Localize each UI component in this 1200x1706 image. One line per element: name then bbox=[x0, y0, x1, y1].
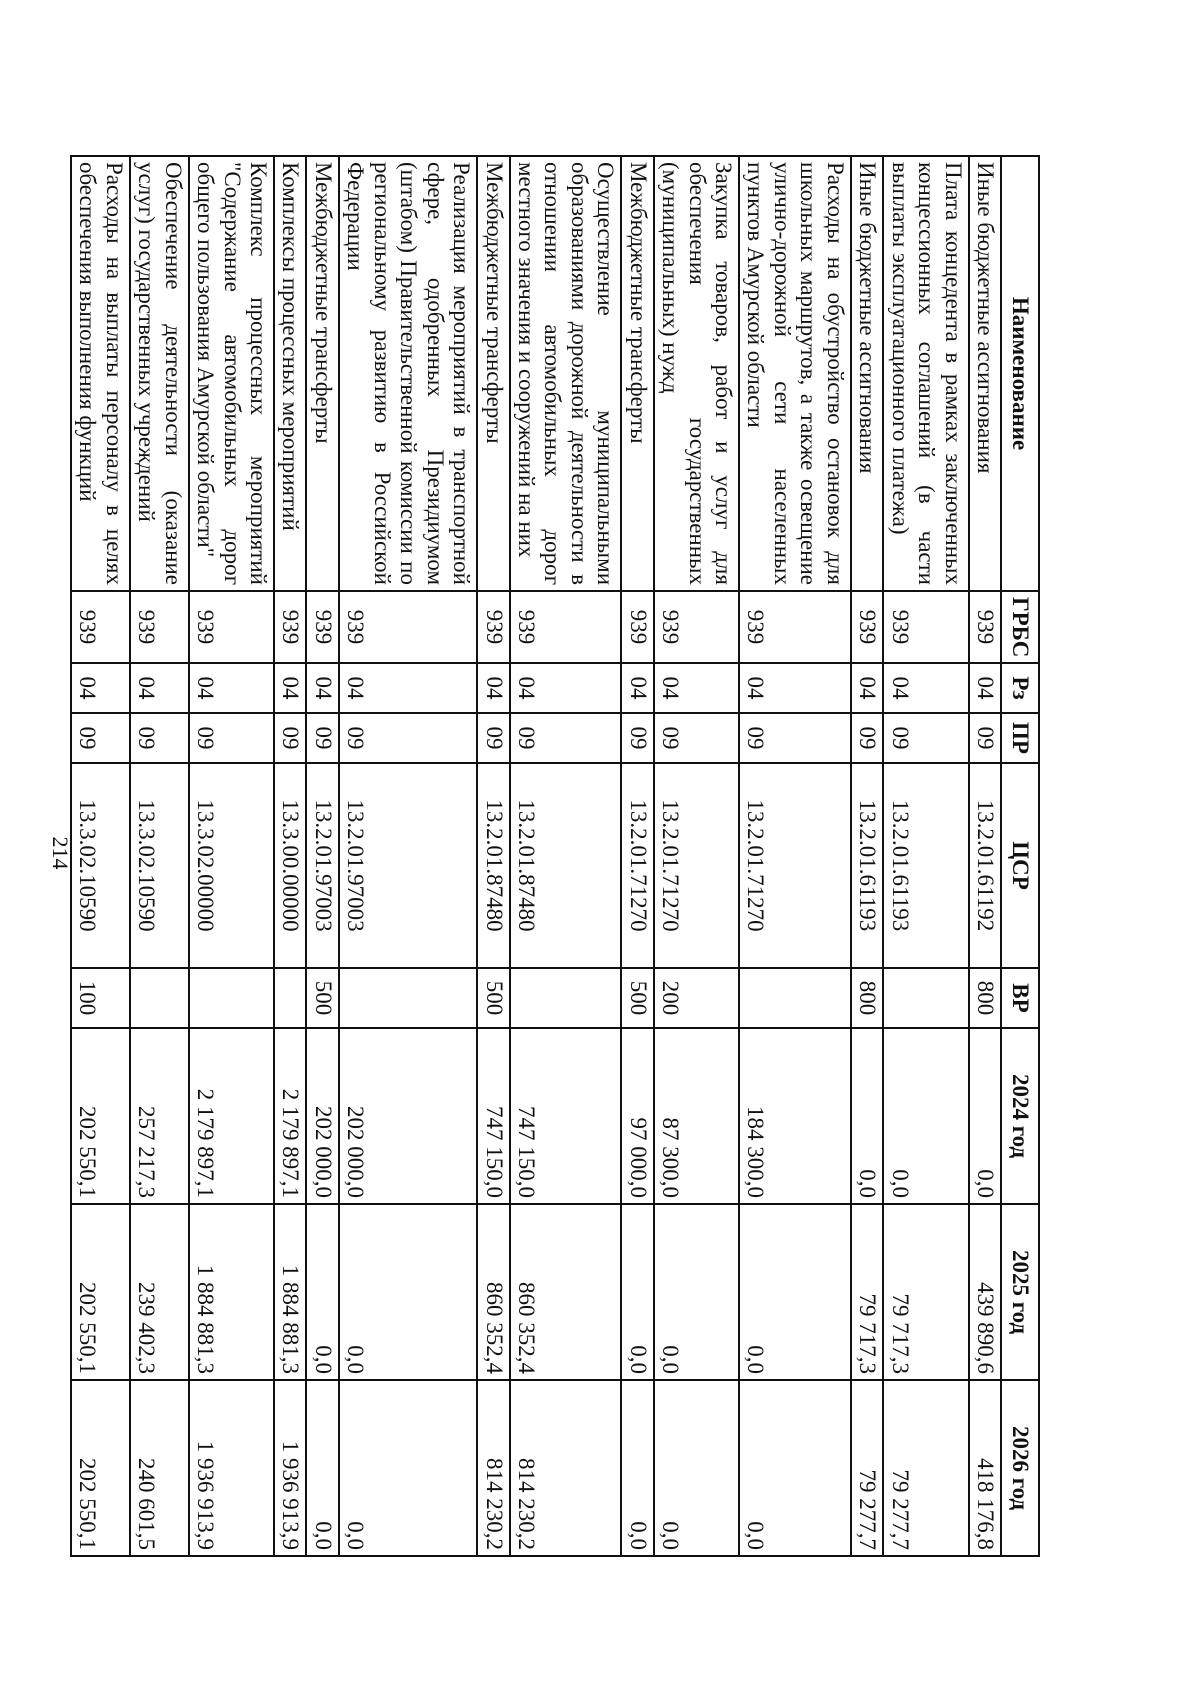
row-rz: 04 bbox=[130, 663, 189, 713]
row-2026: 814 230,2 bbox=[510, 1380, 622, 1556]
table-row bbox=[274, 156, 306, 1556]
rotated-table-container bbox=[75, 155, 1040, 1555]
row-name: Осуществление муниципальными образованиями дорожной деятельности в отношении автомобильных дорог местного значения и сооружений на них bbox=[510, 156, 622, 591]
row-pr: 09 bbox=[71, 713, 130, 763]
row-csr: 13.2.01.71270 bbox=[654, 763, 739, 968]
row-2024: 2 179 897,1 bbox=[274, 1028, 306, 1204]
row-vr: 500 bbox=[621, 968, 653, 1028]
row-csr: 13.2.01.87480 bbox=[477, 763, 509, 968]
table-row bbox=[71, 156, 130, 1556]
row-vr: 500 bbox=[307, 968, 339, 1028]
row-csr: 13.3.00.00000 bbox=[274, 763, 306, 968]
row-2024: 184 300,0 bbox=[739, 1028, 851, 1204]
row-csr: 13.2.01.71270 bbox=[739, 763, 851, 968]
table-row bbox=[510, 156, 622, 1556]
row-2026: 79 277,7 bbox=[851, 1380, 883, 1556]
row-2024: 257 217,3 bbox=[130, 1028, 189, 1204]
row-vr: 200 bbox=[654, 968, 739, 1028]
row-2025: 0,0 bbox=[307, 1204, 339, 1380]
row-2025: 0,0 bbox=[339, 1204, 477, 1380]
row-2026: 0,0 bbox=[307, 1380, 339, 1556]
row-pr: 09 bbox=[654, 713, 739, 763]
row-2024: 2 179 897,1 bbox=[189, 1028, 274, 1204]
table-header-row bbox=[1001, 156, 1039, 1556]
row-2024: 97 000,0 bbox=[621, 1028, 653, 1204]
row-grbs: 939 bbox=[339, 591, 477, 663]
row-rz: 04 bbox=[654, 663, 739, 713]
row-pr: 09 bbox=[969, 713, 1001, 763]
table-row bbox=[339, 156, 477, 1556]
row-2026: 79 277,7 bbox=[883, 1380, 968, 1556]
row-2024: 747 150,0 bbox=[510, 1028, 622, 1204]
row-csr: 13.2.01.61193 bbox=[883, 763, 968, 968]
row-vr: 500 bbox=[477, 968, 509, 1028]
row-vr bbox=[883, 968, 968, 1028]
row-2026: 0,0 bbox=[739, 1380, 851, 1556]
row-name: Закупка товаров, работ и услуг для обеспечения государственных (муниципальных) нужд bbox=[654, 156, 739, 591]
row-grbs: 939 bbox=[274, 591, 306, 663]
header-grbs: ГРБС bbox=[1001, 591, 1039, 663]
row-rz: 04 bbox=[307, 663, 339, 713]
table-row bbox=[189, 156, 274, 1556]
header-2025: 2025 год bbox=[1001, 1204, 1039, 1380]
row-2025: 0,0 bbox=[621, 1204, 653, 1380]
row-name: Реализация мероприятий в транспортной сфере, одобренных Президиумом (штабом) Правительственной комиссии по региональному развитию в Российской Федерации bbox=[339, 156, 477, 591]
row-vr bbox=[274, 968, 306, 1028]
row-grbs: 939 bbox=[654, 591, 739, 663]
row-2024: 0,0 bbox=[883, 1028, 968, 1204]
page-number: 214 bbox=[48, 836, 73, 870]
row-pr: 09 bbox=[189, 713, 274, 763]
row-2026: 814 230,2 bbox=[477, 1380, 509, 1556]
row-2024: 0,0 bbox=[851, 1028, 883, 1204]
budget-table bbox=[70, 155, 1040, 1557]
row-csr: 13.2.01.71270 bbox=[621, 763, 653, 968]
row-name: Иные бюджетные ассигнования bbox=[969, 156, 1001, 591]
table-row bbox=[883, 156, 968, 1556]
row-name: Комплексы процессных мероприятий bbox=[274, 156, 306, 591]
row-name: Расходы на обустройство остановок для школьных маршрутов, а также освещение улично-дорожной сети населенных пунктов Амурской области bbox=[739, 156, 851, 591]
row-pr: 09 bbox=[851, 713, 883, 763]
row-rz: 04 bbox=[621, 663, 653, 713]
table-row bbox=[307, 156, 339, 1556]
row-rz: 04 bbox=[71, 663, 130, 713]
row-name: Расходы на выплаты персоналу в целях обеспечения выполнения функций bbox=[71, 156, 130, 591]
row-csr: 13.2.01.97003 bbox=[307, 763, 339, 968]
row-vr bbox=[189, 968, 274, 1028]
header-pr: ПР bbox=[1001, 713, 1039, 763]
row-pr: 09 bbox=[477, 713, 509, 763]
row-2024: 202 550,1 bbox=[71, 1028, 130, 1204]
row-vr: 800 bbox=[851, 968, 883, 1028]
row-name: Межбюджетные трансферты bbox=[477, 156, 509, 591]
table-row bbox=[621, 156, 653, 1556]
row-rz: 04 bbox=[189, 663, 274, 713]
row-2025: 0,0 bbox=[654, 1204, 739, 1380]
row-rz: 04 bbox=[739, 663, 851, 713]
row-2024: 87 300,0 bbox=[654, 1028, 739, 1204]
header-rz: Рз bbox=[1001, 663, 1039, 713]
row-rz: 04 bbox=[339, 663, 477, 713]
row-2024: 202 000,0 bbox=[307, 1028, 339, 1204]
row-2024: 202 000,0 bbox=[339, 1028, 477, 1204]
row-2026: 0,0 bbox=[654, 1380, 739, 1556]
row-grbs: 939 bbox=[130, 591, 189, 663]
row-csr: 13.3.02.10590 bbox=[71, 763, 130, 968]
row-rz: 04 bbox=[274, 663, 306, 713]
row-csr: 13.2.01.61192 bbox=[969, 763, 1001, 968]
row-grbs: 939 bbox=[739, 591, 851, 663]
row-grbs: 939 bbox=[189, 591, 274, 663]
row-csr: 13.3.02.00000 bbox=[189, 763, 274, 968]
row-rz: 04 bbox=[851, 663, 883, 713]
row-pr: 09 bbox=[339, 713, 477, 763]
row-rz: 04 bbox=[477, 663, 509, 713]
row-2025: 439 890,6 bbox=[969, 1204, 1001, 1380]
row-2024: 0,0 bbox=[969, 1028, 1001, 1204]
row-2025: 79 717,3 bbox=[883, 1204, 968, 1380]
row-2025: 1 884 881,3 bbox=[189, 1204, 274, 1380]
row-2025: 79 717,3 bbox=[851, 1204, 883, 1380]
row-2026: 0,0 bbox=[621, 1380, 653, 1556]
row-pr: 09 bbox=[130, 713, 189, 763]
row-csr: 13.3.02.10590 bbox=[130, 763, 189, 968]
row-vr: 800 bbox=[969, 968, 1001, 1028]
table-row bbox=[969, 156, 1001, 1556]
row-2025: 860 352,4 bbox=[477, 1204, 509, 1380]
row-grbs: 939 bbox=[621, 591, 653, 663]
row-2025: 860 352,4 bbox=[510, 1204, 622, 1380]
header-name: Наименование bbox=[1001, 156, 1039, 591]
row-name: Иные бюджетные ассигнования bbox=[851, 156, 883, 591]
header-2024: 2024 год bbox=[1001, 1028, 1039, 1204]
header-2026: 2026 год bbox=[1001, 1380, 1039, 1556]
row-2026: 418 176,8 bbox=[969, 1380, 1001, 1556]
table-row bbox=[739, 156, 851, 1556]
row-2026: 1 936 913,9 bbox=[189, 1380, 274, 1556]
row-pr: 09 bbox=[621, 713, 653, 763]
row-vr bbox=[739, 968, 851, 1028]
row-vr bbox=[510, 968, 622, 1028]
row-2026: 202 550,1 bbox=[71, 1380, 130, 1556]
table-row bbox=[130, 156, 189, 1556]
row-grbs: 939 bbox=[969, 591, 1001, 663]
row-vr bbox=[339, 968, 477, 1028]
table-row bbox=[654, 156, 739, 1556]
row-pr: 09 bbox=[274, 713, 306, 763]
header-csr: ЦСР bbox=[1001, 763, 1039, 968]
row-pr: 09 bbox=[883, 713, 968, 763]
row-pr: 09 bbox=[307, 713, 339, 763]
row-vr bbox=[130, 968, 189, 1028]
row-2026: 240 601,5 bbox=[130, 1380, 189, 1556]
row-2025: 239 402,3 bbox=[130, 1204, 189, 1380]
table-row bbox=[851, 156, 883, 1556]
row-rz: 04 bbox=[510, 663, 622, 713]
row-grbs: 939 bbox=[851, 591, 883, 663]
row-rz: 04 bbox=[969, 663, 1001, 713]
row-name: Межбюджетные трансферты bbox=[307, 156, 339, 591]
row-2026: 1 936 913,9 bbox=[274, 1380, 306, 1556]
row-rz: 04 bbox=[883, 663, 968, 713]
row-2024: 747 150,0 bbox=[477, 1028, 509, 1204]
row-grbs: 939 bbox=[883, 591, 968, 663]
row-csr: 13.2.01.61193 bbox=[851, 763, 883, 968]
row-grbs: 939 bbox=[477, 591, 509, 663]
row-csr: 13.2.01.97003 bbox=[339, 763, 477, 968]
row-name: Плата концедента в рамках заключенных концессионных соглашений (в части выплаты эксплуатационного платежа) bbox=[883, 156, 968, 591]
header-vr: ВР bbox=[1001, 968, 1039, 1028]
row-grbs: 939 bbox=[510, 591, 622, 663]
row-pr: 09 bbox=[510, 713, 622, 763]
table-row bbox=[477, 156, 509, 1556]
row-2025: 202 550,1 bbox=[71, 1204, 130, 1380]
row-name: Межбюджетные трансферты bbox=[621, 156, 653, 591]
row-vr: 100 bbox=[71, 968, 130, 1028]
row-pr: 09 bbox=[739, 713, 851, 763]
row-name: Комплекс процессных мероприятий "Содержание автомобильных дорог общего пользования Амурской области" bbox=[189, 156, 274, 591]
row-name: Обеспечение деятельности (оказание услуг) государственных учреждений bbox=[130, 156, 189, 591]
row-2026: 0,0 bbox=[339, 1380, 477, 1556]
row-2025: 1 884 881,3 bbox=[274, 1204, 306, 1380]
row-2025: 0,0 bbox=[739, 1204, 851, 1380]
row-grbs: 939 bbox=[307, 591, 339, 663]
row-csr: 13.2.01.87480 bbox=[510, 763, 622, 968]
row-grbs: 939 bbox=[71, 591, 130, 663]
